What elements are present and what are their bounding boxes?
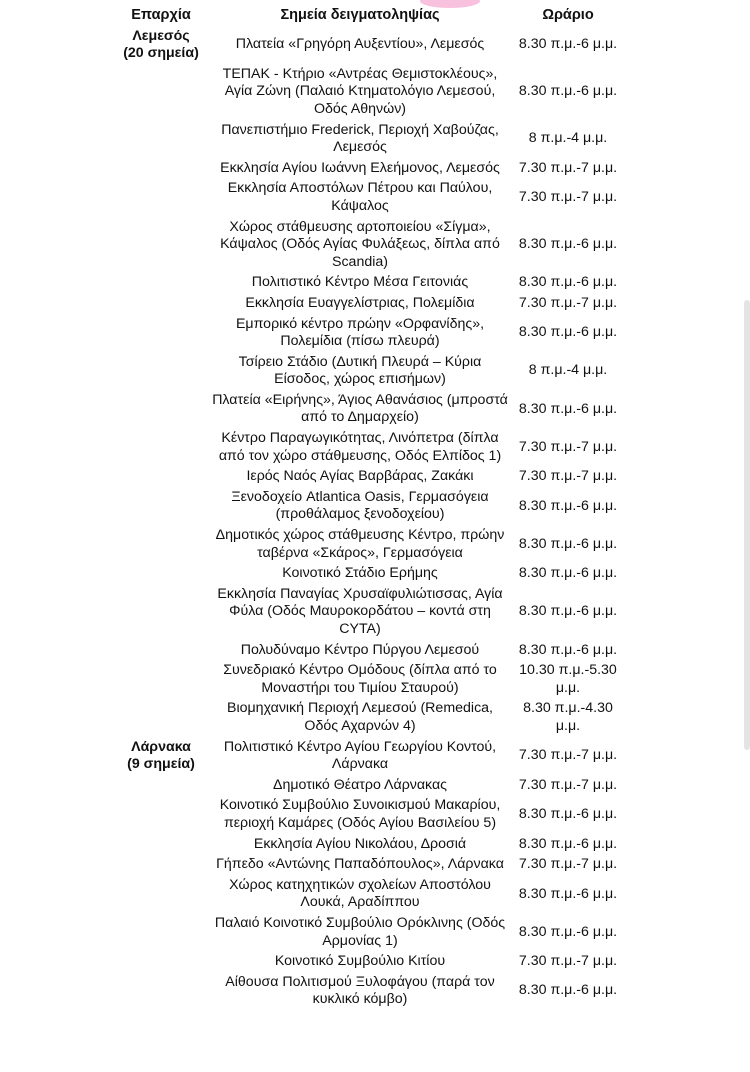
table-header-row — [116, 7, 626, 25]
location-cell: Πανεπιστήμιο Frederick, Περιοχή Χαβούζας, Λεμεσός — [221, 121, 499, 156]
district-cell — [116, 586, 206, 639]
table-row — [116, 66, 626, 119]
hours-cell: 8.30 π.μ.-6 μ.μ. — [518, 274, 618, 291]
table-row — [116, 316, 626, 351]
district-cell — [116, 700, 206, 735]
location-cell: Συνεδριακό Κέντρο Ομόδους (δίπλα από το Μοναστήρι του Τιμίου Σταυρού) — [223, 662, 497, 696]
table-row — [116, 430, 626, 465]
hours-cell: 7.30 π.μ.-7 μ.μ. — [518, 747, 618, 764]
location-cell: Εκκλησία Αγίου Νικολάου, Δροσιά — [253, 835, 467, 852]
district-cell — [116, 974, 206, 1009]
hours-cell: 8 π.μ.-4 μ.μ. — [528, 362, 608, 379]
location-cell: Εκκλησία Αγίου Ιωάννη Ελεήμονος, Λεμεσός — [220, 159, 500, 176]
hours-cell: 8.30 π.μ.-6 μ.μ. — [518, 236, 618, 253]
district-cell — [116, 797, 206, 832]
location-cell: Χώρος κατηχητικών σχολείων Αποστόλου Λουκά, Αραδίππου — [229, 876, 491, 911]
table-row — [116, 739, 626, 774]
hours-cell: 8.30 π.μ.-6 μ.μ. — [518, 83, 618, 100]
hours-cell: 7.30 π.μ.-7 μ.μ. — [518, 468, 618, 485]
table-row — [116, 700, 626, 735]
location-cell: Κέντρο Παραγωγικότητας, Λινόπετρα (δίπλα από τον χώρο στάθμευσης, Οδός Ελπίδος 1) — [218, 430, 502, 464]
table-row — [116, 160, 626, 178]
location-cell: Εκκλησία Ευαγγελίστριας, Πολεμίδια — [245, 294, 475, 311]
location-cell: Ξενοδοχείο Atlantica Oasis, Γερμασόγεια (προθάλαμος ξενοδοχείου) — [231, 488, 489, 523]
hours-cell: 7.30 π.μ.-7 μ.μ. — [518, 294, 618, 311]
sampling-points-table — [116, 4, 626, 1012]
location-cell: Κοινοτικό Στάδιο Ερήμης — [282, 565, 438, 582]
table-row — [116, 354, 626, 389]
district-cell — [116, 642, 206, 660]
location-cell: Βιομηχανική Περιοχή Λεμεσού (Remedica, Οδός Αχαρνών 4) — [227, 700, 493, 734]
hours-cell: 8.30 π.μ.-6 μ.μ. — [518, 535, 618, 552]
district-cell — [116, 295, 206, 313]
district-cell — [116, 28, 206, 63]
location-cell: Πολιτιστικό Κέντρο Αγίου Γεωργίου Κοντού, Λάρνακα — [223, 738, 497, 773]
location-cell: Πολιτιστικό Κέντρο Μέσα Γειτονιάς — [251, 274, 469, 291]
district-cell — [116, 219, 206, 272]
location-cell: ΤΕΠΑΚ - Κτήριο «Αντρέας Θεμιστοκλέους», Αγία Ζώνη (Παλαιό Κτηματολόγιο Λεμεσού, Οδός Αθηνών) — [222, 65, 498, 117]
hours-cell: 8.30 π.μ.-6 μ.μ. — [518, 885, 618, 902]
district-cell — [116, 777, 206, 795]
location-cell: Γήπεδο «Αντώνης Παπαδόπουλος», Λάρνακα — [216, 856, 504, 873]
district-name: Λάρνακα — [131, 738, 191, 755]
table-row — [116, 797, 626, 832]
district-cell — [116, 122, 206, 157]
table-row — [116, 392, 626, 427]
table-row — [116, 777, 626, 795]
district-name: Λεμεσός — [132, 27, 190, 44]
hours-cell: 7.30 π.μ.-7 μ.μ. — [518, 856, 618, 873]
hours-cell: 8.30 π.μ.-6 μ.μ. — [518, 36, 618, 53]
district-cell — [116, 316, 206, 351]
table-row — [116, 527, 626, 562]
district-cell — [116, 430, 206, 465]
table-row — [116, 974, 626, 1009]
location-cell: Αίθουσα Πολιτισμού Ξυλοφάγου (παρά τον κυκλικό κόμβο) — [225, 973, 495, 1008]
table-row — [116, 915, 626, 950]
table-body — [116, 28, 626, 1009]
header-points: Σημεία δειγματοληψίας — [280, 7, 440, 23]
district-cell — [116, 565, 206, 583]
location-cell: Εμπορικό κέντρο πρώην «Ορφανίδης», Πολεμίδια (πίσω πλευρά) — [235, 315, 485, 350]
table-row — [116, 489, 626, 524]
hours-cell: 8.30 π.μ.-6 μ.μ. — [518, 324, 618, 341]
location-cell: Ιερός Ναός Αγίας Βαρβάρας, Ζακάκι — [246, 468, 474, 485]
location-cell: Κοινοτικό Συμβούλιο Κιτίου — [274, 953, 446, 970]
district-cell — [116, 180, 206, 215]
hours-cell: 7.30 π.μ.-7 μ.μ. — [518, 953, 618, 970]
district-cell — [116, 66, 206, 119]
location-cell: Παλαιό Κοινοτικό Συμβούλιο Ορόκλινης (Οδός Αρμονίας 1) — [214, 914, 506, 949]
location-cell: Χώρος στάθμευσης αρτοποιείου «Σίγμα», Κάψαλος (Οδός Αγίας Φυλάξεως, δίπλα από Scandia) — [220, 218, 500, 270]
hours-cell: 8.30 π.μ.-6 μ.μ. — [518, 806, 618, 823]
table-row — [116, 856, 626, 874]
table-row — [116, 586, 626, 639]
district-cell — [116, 836, 206, 854]
location-cell: Δημοτικό Θέατρο Λάρνακας — [272, 776, 448, 793]
hours-cell: 8.30 π.μ.-6 μ.μ. — [518, 497, 618, 514]
table-row — [116, 274, 626, 292]
table-row — [116, 877, 626, 912]
table-row — [116, 662, 626, 697]
table-row — [116, 122, 626, 157]
hours-cell: 8.30 π.μ.-6 μ.μ. — [518, 603, 618, 620]
district-cell — [116, 160, 206, 178]
table-row — [116, 219, 626, 272]
district-cell — [116, 489, 206, 524]
hours-cell: 8.30 π.μ.-4.30 μ.μ. — [523, 700, 613, 734]
hours-cell: 8.30 π.μ.-6 μ.μ. — [518, 982, 618, 999]
location-cell: Πλατεία «Ειρήνης», Άγιος Αθανάσιος (μπροστά από το Δημαρχείο) — [212, 391, 508, 426]
district-count: (20 σημεία) — [123, 45, 199, 62]
table-row — [116, 28, 626, 63]
table-row — [116, 295, 626, 313]
hours-cell: 7.30 π.μ.-7 μ.μ. — [518, 159, 618, 176]
district-cell — [116, 527, 206, 562]
location-cell: Πλατεία «Γρηγόρη Αυξεντίου», Λεμεσός — [235, 36, 485, 53]
district-cell — [116, 856, 206, 874]
hours-cell: 8.30 π.μ.-6 μ.μ. — [518, 400, 618, 417]
hours-cell: 10.30 π.μ.-5.30 μ.μ. — [519, 662, 617, 696]
district-cell — [116, 915, 206, 950]
scrollbar[interactable] — [744, 300, 750, 750]
table-row — [116, 953, 626, 971]
location-cell: Εκκλησία Αποστόλων Πέτρου και Παύλου, Κάψαλος — [227, 180, 493, 214]
location-cell: Πολυδύναμο Κέντρο Πύργου Λεμεσού — [240, 641, 480, 658]
location-cell: Τσίρειο Στάδιο (Δυτική Πλευρά – Κύρια Είσοδος, χώρος επισήμων) — [238, 353, 482, 388]
hours-cell: 8.30 π.μ.-6 μ.μ. — [518, 835, 618, 852]
district-cell — [116, 739, 206, 774]
table-row — [116, 180, 626, 215]
district-cell — [116, 354, 206, 389]
district-cell — [116, 468, 206, 486]
table-row — [116, 642, 626, 660]
location-cell: Εκκλησία Παναγίας Χρυσαϊφυλιώτισσας, Αγία Φύλα (Οδός Μαυροκορδάτου – κοντά στη CYTA) — [217, 585, 503, 637]
hours-cell: 7.30 π.μ.-7 μ.μ. — [518, 776, 618, 793]
hours-cell: 8.30 π.μ.-6 μ.μ. — [518, 565, 618, 582]
header-hours: Ωράριο — [542, 7, 594, 23]
hours-cell: 7.30 π.μ.-7 μ.μ. — [518, 438, 618, 455]
hours-cell: 8.30 π.μ.-6 μ.μ. — [518, 641, 618, 658]
table-row — [116, 836, 626, 854]
header-district: Επαρχία — [131, 7, 191, 23]
district-cell — [116, 877, 206, 912]
location-cell: Δημοτικός χώρος στάθμευσης Κέντρο, πρώην ταβέρνα «Σκάρος», Γερμασόγεια — [215, 527, 505, 561]
hours-cell: 7.30 π.μ.-7 μ.μ. — [518, 189, 618, 206]
hours-cell: 8 π.μ.-4 μ.μ. — [528, 130, 608, 147]
district-cell — [116, 662, 206, 697]
district-cell — [116, 953, 206, 971]
district-count: (9 σημεία) — [127, 756, 195, 773]
table-row — [116, 468, 626, 486]
hours-cell: 8.30 π.μ.-6 μ.μ. — [518, 923, 618, 940]
district-cell — [116, 392, 206, 427]
district-cell — [116, 274, 206, 292]
table-row — [116, 565, 626, 583]
location-cell: Κοινοτικό Συμβούλιο Συνοικισμού Μακαρίου, περιοχή Καμάρες (Οδός Αγίου Βασιλείου 5) — [219, 797, 501, 831]
